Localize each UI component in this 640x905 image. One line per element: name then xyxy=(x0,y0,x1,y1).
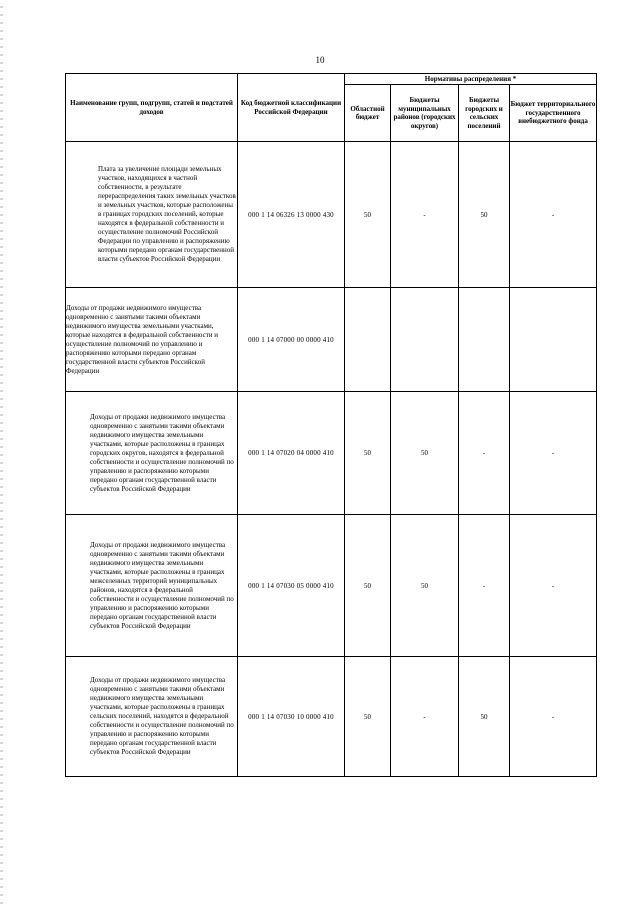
row-code: 000 1 14 07020 04 0000 410 xyxy=(238,392,345,515)
row-municipal xyxy=(391,288,459,392)
table-row xyxy=(66,392,597,515)
header-regional: Областной бюджет xyxy=(345,85,391,142)
row-name: Плата за увеличение площади земельных участков, находящихся в частной собственности, в результате перераспределения таких земельных участков и земельных участков, которые расположены в границах городских поселений, которые находятся в федеральной собственности и осуществление полномочий Российской Федерации по управлению и распоряжению которыми передано органам государственной власти субъектов Российской Федерации xyxy=(66,142,238,288)
row-fund xyxy=(510,288,597,392)
row-settlements: - xyxy=(459,392,510,515)
row-fund: - xyxy=(510,515,597,657)
header-code: Код бюджетной классификации Российской Федерации xyxy=(238,74,345,142)
row-code: 000 1 14 07030 10 0000 410 xyxy=(238,657,345,777)
row-settlements: - xyxy=(459,515,510,657)
header-fund: Бюджет территориального государственного внебюджетного фонда xyxy=(510,85,597,142)
table-row xyxy=(66,657,597,777)
budget-table xyxy=(65,73,597,777)
row-settlements xyxy=(459,288,510,392)
row-regional: 50 xyxy=(345,657,391,777)
row-regional: 50 xyxy=(345,392,391,515)
row-name: Доходы от продажи недвижимого имущества одновременно с занятыми такими объектами недвижимого имущества земельными участками, которые расположены в границах межселенных территорий муниципальных районов, находятся в федеральной собственности и осуществление полномочий по управлению и распоряжению которыми передано органам государственной власти субъектов Российской Федерации xyxy=(66,515,238,657)
table-row xyxy=(66,515,597,657)
header-municipal: Бюджеты муниципальных районов (городских округов) xyxy=(391,85,459,142)
header-name: Наименование групп, подгрупп, статей и подстатей доходов xyxy=(66,74,238,142)
row-settlements: 50 xyxy=(459,657,510,777)
row-name: Доходы от продажи недвижимого имущества одновременно с занятыми такими объектами недвижимого имущества земельными участками, которые находятся в федеральной собственности и осуществление полномочий по управлению и распоряжению которыми передано органам государственной власти субъектов Российской Федерации xyxy=(66,288,238,392)
row-fund: - xyxy=(510,392,597,515)
row-fund: - xyxy=(510,142,597,288)
row-fund: - xyxy=(510,657,597,777)
row-regional xyxy=(345,288,391,392)
header-settlements: Бюджеты городских и сельских поселений xyxy=(459,85,510,142)
scan-edge xyxy=(0,0,3,905)
row-municipal: - xyxy=(391,657,459,777)
row-code: 000 1 14 07030 05 0000 410 xyxy=(238,515,345,657)
row-name: Доходы от продажи недвижимого имущества одновременно с занятыми такими объектами недвижимого имущества земельными участками, которые расположены в границах сельских поселений, находятся в федеральной собственности и осуществление полномочий по управлению и распоряжению которыми передано органам государственной власти субъектов Российской Федерации xyxy=(66,657,238,777)
row-municipal: - xyxy=(391,142,459,288)
row-regional: 50 xyxy=(345,142,391,288)
row-municipal: 50 xyxy=(391,515,459,657)
row-regional: 50 xyxy=(345,515,391,657)
row-municipal: 50 xyxy=(391,392,459,515)
row-code: 000 1 14 06326 13 0000 430 xyxy=(238,142,345,288)
row-code: 000 1 14 07000 00 0000 410 xyxy=(238,288,345,392)
row-settlements: 50 xyxy=(459,142,510,288)
header-norms: Нормативы распределения * xyxy=(345,74,597,85)
page-number: 10 xyxy=(315,55,325,65)
table-row xyxy=(66,142,597,288)
row-name: Доходы от продажи недвижимого имущества одновременно с занятыми такими объектами недвижимого имущества земельными участками, которые расположены в границах городских округов, находятся в федеральной собственности и осуществление полномочий по управлению и распоряжению которыми передано органам государственной власти субъектов Российской Федерации xyxy=(66,392,238,515)
table-row xyxy=(66,288,597,392)
